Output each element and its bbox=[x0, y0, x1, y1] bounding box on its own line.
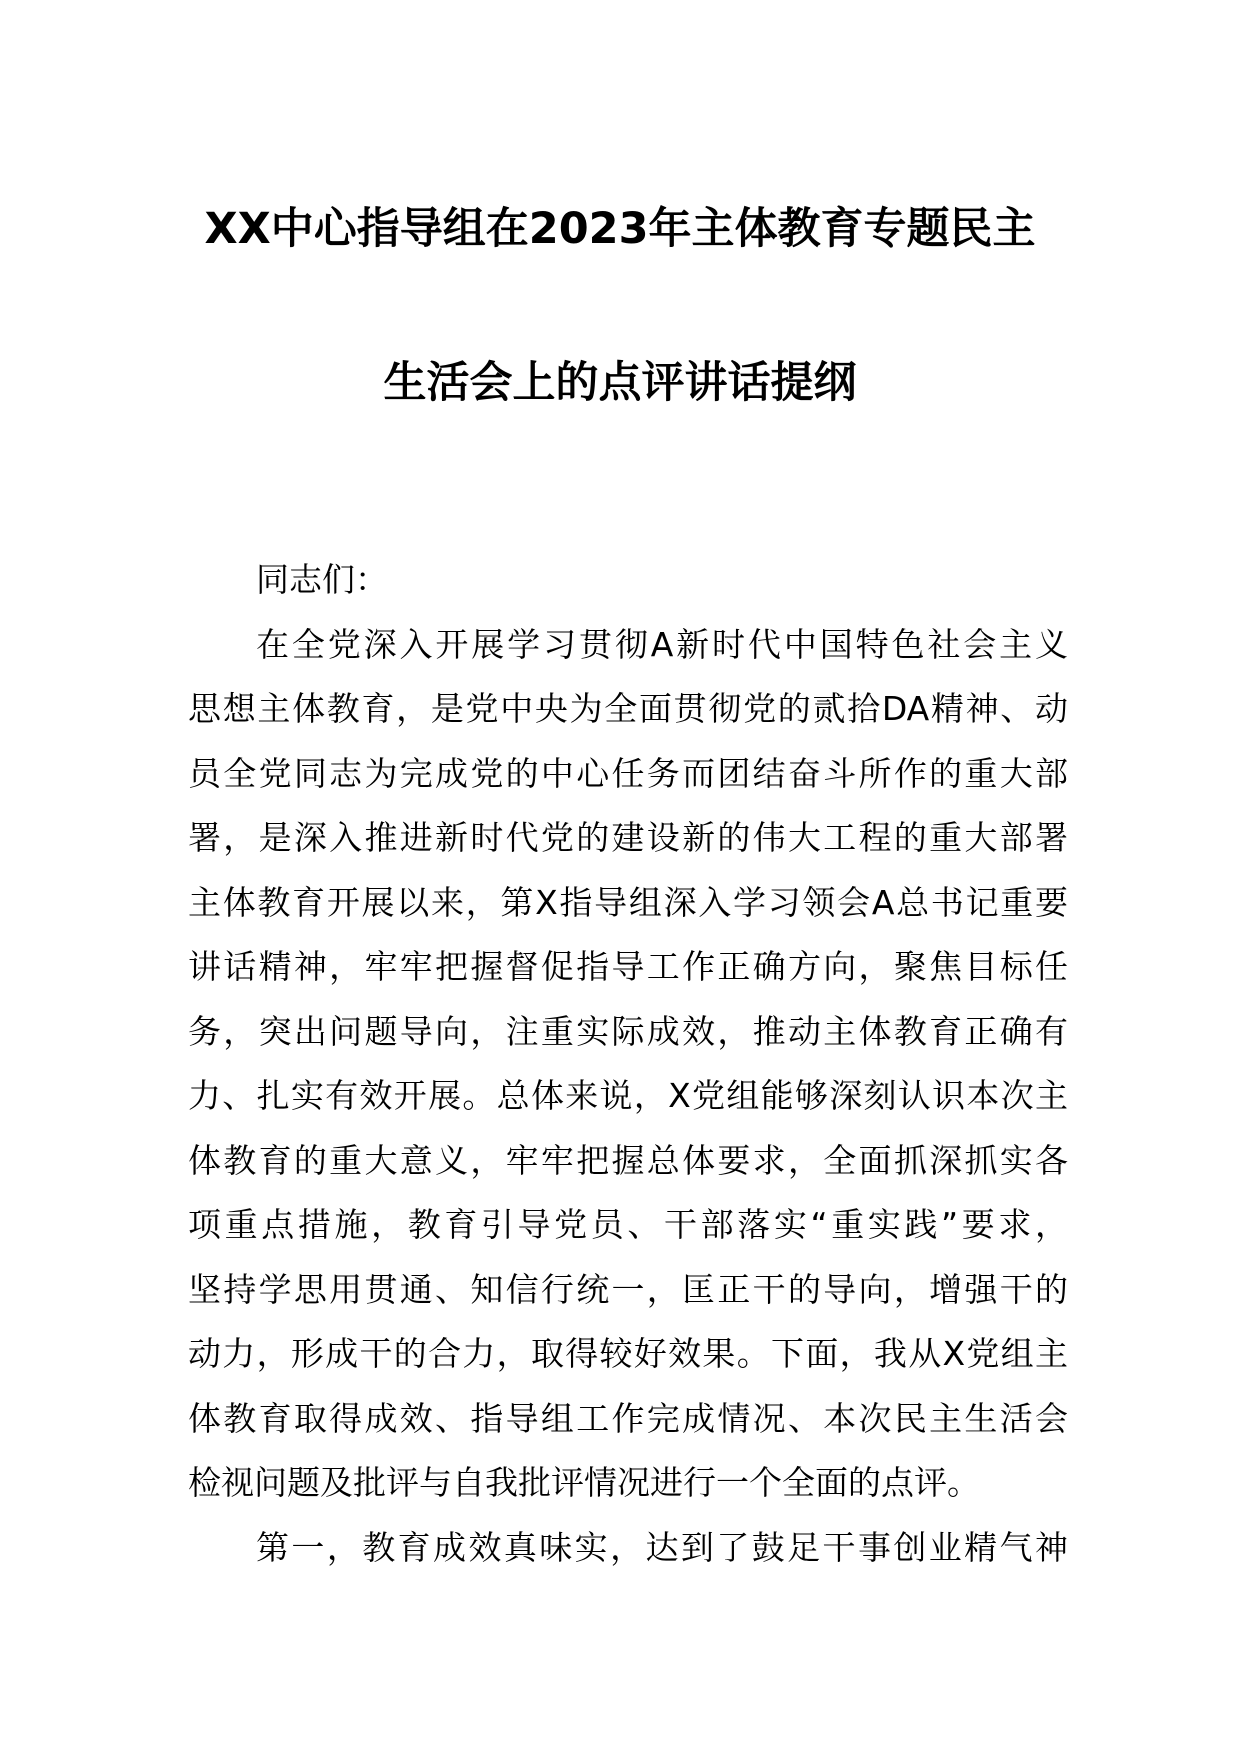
paragraph-line: 检视问题及批评与自我批评情况进行一个全面的点评。 bbox=[188, 1463, 980, 1502]
paragraph-line: 体教育取得成效、指导组工作完成情况、本次民主生活会 bbox=[188, 1398, 1068, 1438]
paragraph-line: 讲话精神，牢牢把握督促指导工作正确方向，聚焦目标任 bbox=[188, 947, 1068, 986]
salutation: 同志们： bbox=[256, 560, 388, 599]
paragraph-line: 思想主体教育，是党中央为全面贯彻党的贰拾DA精神、动 bbox=[188, 689, 1068, 728]
document-title bbox=[150, 205, 1090, 407]
title-line-2: 生活会上的点评讲话提纲 bbox=[383, 358, 857, 408]
paragraph-line: 在全党深入开展学习贯彻A新时代中国特色社会主义 bbox=[256, 624, 1068, 664]
document-body bbox=[188, 548, 1068, 1580]
paragraph-line: 务，突出问题导向，注重实际成效，推动主体教育正确有 bbox=[188, 1011, 1068, 1051]
paragraph-line: 第一，教育成效真味实，达到了鼓足干事创业精气神 bbox=[256, 1527, 1068, 1567]
paragraph-1 bbox=[188, 613, 1068, 1516]
paragraph-line: 力、扎实有效开展。总体来说，X党组能够深刻认识本次主 bbox=[188, 1076, 1068, 1115]
paragraph-line: 项重点措施，教育引导党员、干部落实“重实践”要求， bbox=[188, 1205, 1068, 1244]
paragraph-line: 体教育的重大意义，牢牢把握总体要求，全面抓深抓实各 bbox=[188, 1140, 1068, 1180]
paragraph-line: 主体教育开展以来，第X指导组深入学习领会A总书记重要 bbox=[188, 882, 1068, 922]
paragraph-2 bbox=[188, 1516, 1068, 1581]
title-line-1: XX中心指导组在2023年主体教育专题民主 bbox=[204, 204, 1036, 254]
paragraph-line: 署，是深入推进新时代党的建设新的伟大工程的重大部署 bbox=[188, 818, 1068, 857]
paragraph-line: 坚持学思用贯通、知信行统一，匡正干的导向，增强干的 bbox=[188, 1269, 1068, 1309]
paragraph-line: 员全党同志为完成党的中心任务而团结奋斗所作的重大部 bbox=[188, 753, 1068, 793]
paragraph-line: 动力，形成干的合力，取得较好效果。下面，我从X党组主 bbox=[188, 1334, 1068, 1373]
